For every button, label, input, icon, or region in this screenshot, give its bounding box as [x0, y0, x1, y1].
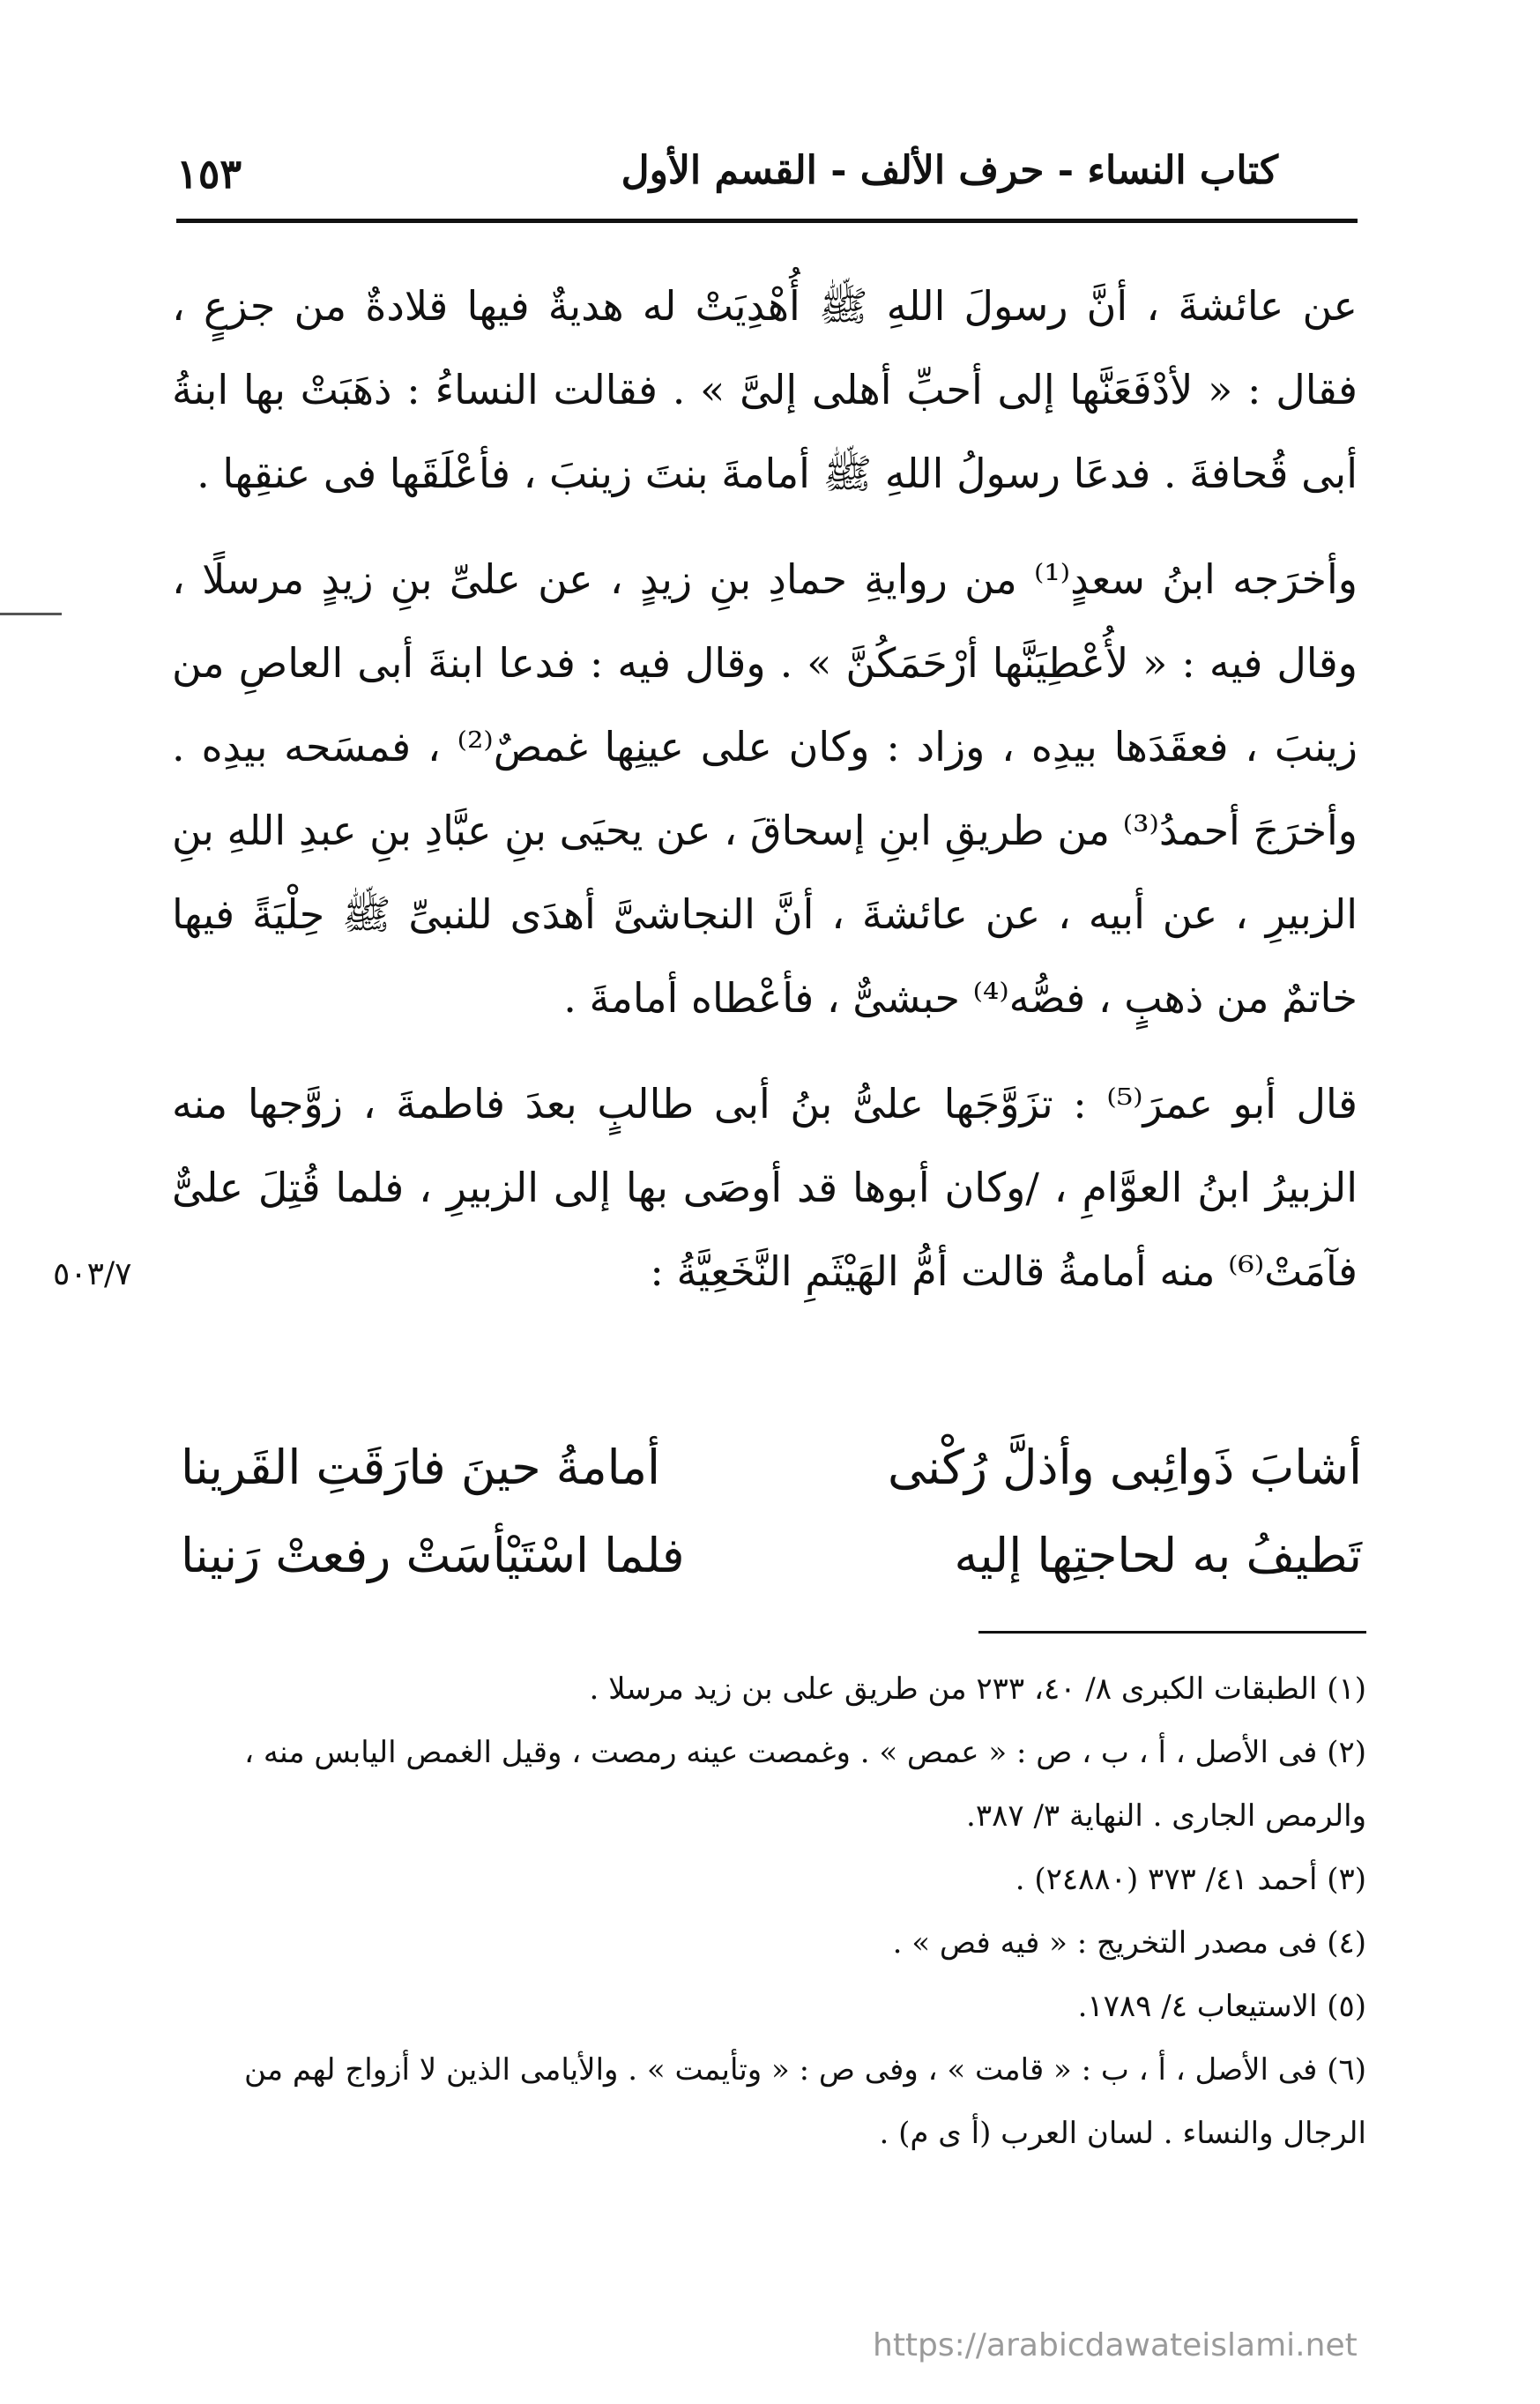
scan-mark: [0, 613, 62, 615]
paragraph: وأخرَجه ابنُ سعدٍ⁽¹⁾ من روايةِ حمادِ بنِ زيدٍ ، عن علىِّ بنِ زيدٍ مرسلًا ، وقال فيه : « لأُعْطِيَنَّها أرْحَمَكُنَّ » . وقال فيه : فدعا ابنةَ أبى العاصِ من زينبَ ، فعقَدَها بيدِه ، وزاد : وكان على عينِها غمصٌ⁽²⁾ ، فمسَحه بيدِه . وأخرَجَ أحمدُ⁽³⁾ من طريقِ ابنِ إسحاقَ ، عن يحيَى بنِ عبَّادِ بنِ عبدِ اللهِ بنِ الزبيرِ ، عن أبيه ، عن عائشةَ ، أنَّ النجاشىَّ أهدَى للنبىِّ ﷺ حِلْيَةً فيها خاتمٌ من ذهبٍ ، فصُّه⁽⁴⁾ حبشىٌّ ، فأعْطاه أمامةَ .: [172, 555, 1358, 1022]
footnote: (٤) فى مصدر التخريج : « فيه فص » .: [892, 1925, 1366, 1961]
main-text: [172, 264, 1358, 1336]
watermark-url: https://arabicdawateislami.net: [873, 2327, 1358, 2363]
poem: [181, 1424, 1362, 1600]
running-title: كتاب النساء - حرف الألف - القسم الأول: [621, 148, 1278, 193]
paragraph: عن عائشةَ ، أنَّ رسولَ اللهِ ﷺ أُهْدِيَتْ له هديةٌ فيها قلادةٌ من جزعٍ ، فقال : « لأدْفَعَنَّها إلى أحبِّ أهلى إلىَّ » . فقالت النساءُ : ذهَبَتْ بها ابنةُ أبى قُحافةَ . فدعَا رسولُ اللهِ ﷺ أمامةَ بنتَ زينبَ ، فأعْلَقَها فى عنقِها .: [172, 282, 1358, 497]
verse-first-hemistich: أشابَ ذَوائِبى وأذلَّ رُكْنى: [888, 1440, 1362, 1495]
footnote: (١) الطبقات الكبرى ٨/ ٤٠، ٢٣٣ من طريق على بن زيد مرسلا .: [589, 1671, 1366, 1707]
verse-second-hemistich: أمامةُ حينَ فارَقَتِ القَرينا: [181, 1440, 661, 1495]
verse-first-hemistich: تَطيفُ به لحاجتِها إليه: [954, 1528, 1362, 1583]
footnote-divider: [978, 1631, 1366, 1634]
poem-verse: [181, 1424, 1362, 1512]
footnote: (٣) أحمد ٤١/ ٣٧٣ (٢٤٨٨٠) .: [1015, 1862, 1366, 1897]
footnote: (٢) فى الأصل ، أ ، ب ، ص : « عمص » . وغمصت عينه رمصت ، وقيل الغمص اليابس منه ، والرمص الجارى . النهاية ٣/ ٣٨٧.: [244, 1735, 1366, 1834]
margin-reference: ٥٠٣/٧: [53, 1256, 132, 1292]
poem-verse: [181, 1512, 1362, 1600]
paragraph: قال أبو عمرَ⁽⁵⁾ : تزَوَّجَها علىُّ بنُ أبى طالبٍ بعدَ فاطمةَ ، زوَّجها منه الزبيرُ ابنُ العوَّامِ ، /وكان أبوها قد أوصَى بها إلى الزبيرِ ، فلما قُتِلَ علىٌّ فآمَتْ⁽⁶⁾ منه أمامةُ قالت أمُّ الهَيْثَمِ النَّخَعِيَّةُ :: [172, 1080, 1358, 1295]
footnote: (٦) فى الأصل ، أ ، ب : « قامت » ، وفى ص : « وتأيمت » . والأيامى الذين لا أزواج لهم من الرجال والنساء . لسان العرب (أ ى م) .: [243, 2052, 1366, 2151]
verse-second-hemistich: فلما اسْتَيْأسَتْ رفعتْ رَنينا: [181, 1528, 685, 1583]
footnote: (٥) الاستيعاب ٤/ ١٧٨٩.: [1077, 1989, 1366, 2024]
footnotes: [176, 1657, 1366, 2165]
header-divider: [176, 219, 1358, 223]
page-number: ١٥٣: [176, 150, 242, 197]
page-header: [176, 141, 1358, 212]
